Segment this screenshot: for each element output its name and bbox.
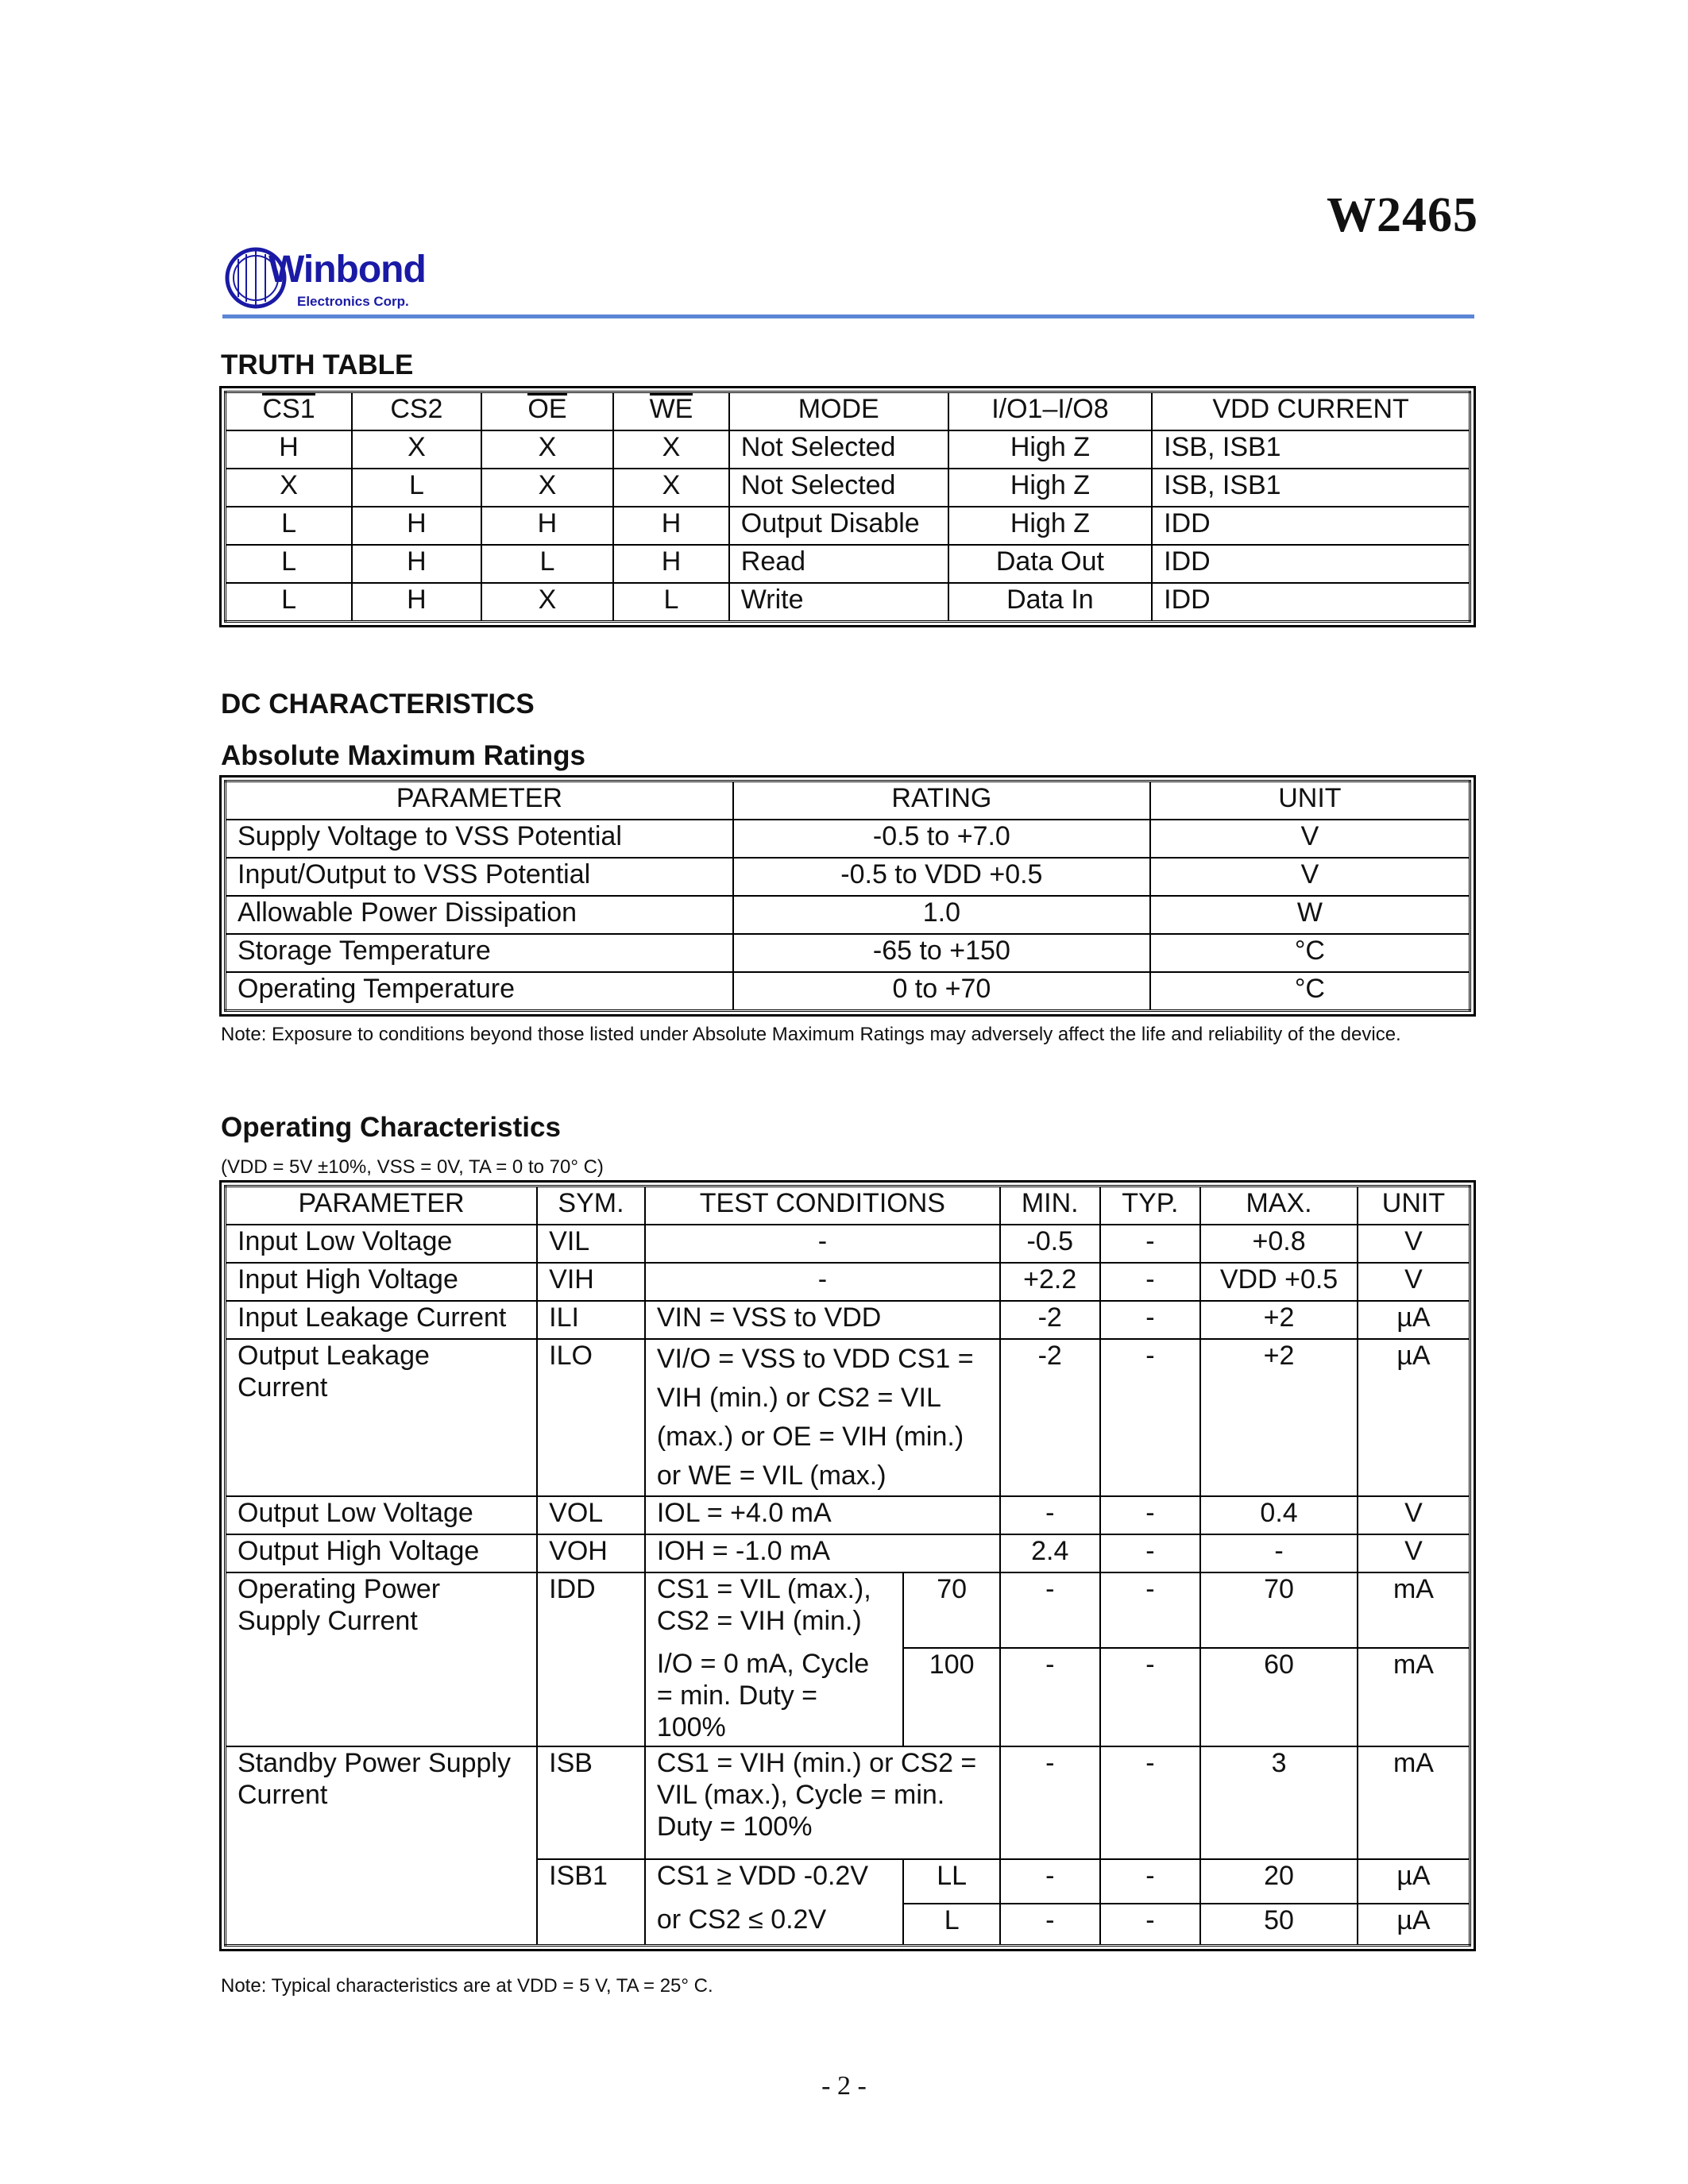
col-header: CS1 bbox=[226, 392, 353, 431]
operating-conditions: (VDD = 5V ±10%, VSS = 0V, TA = 0 to 70° C) bbox=[221, 1156, 604, 1178]
table-row: Input High Voltage VIH - +2.2 - VDD +0.5 V bbox=[226, 1263, 1470, 1301]
table-row: Output Low Voltage VOL IOL = +4.0 mA - - 0.4 V bbox=[226, 1496, 1470, 1534]
col-header: CS2 bbox=[352, 392, 481, 431]
operating-table bbox=[224, 1185, 1471, 1947]
truth-table-header bbox=[226, 392, 1470, 431]
table-row: Input Leakage Current ILI VIN = VSS to VDD -2 - +2 µA bbox=[226, 1301, 1470, 1339]
table-row: Operating Power Supply Current IDD CS1 = VIL (max.), CS2 = VIH (min.) 70 - - 70 mA bbox=[226, 1572, 1470, 1648]
table-row: Standby Power Supply Current ISB CS1 = VIH (min.) or CS2 = VIL (max.), Cycle = min. Duty = 100% - - 3 mA bbox=[226, 1746, 1470, 1859]
winbond-logo bbox=[224, 246, 462, 314]
logo-subtitle: Electronics Corp. bbox=[297, 294, 409, 309]
table-row: I/O = 0 mA, Cycle = min. Duty = 100% 100 - - 60 mA bbox=[226, 1648, 1470, 1746]
col-header: I/O1–I/O8 bbox=[948, 392, 1153, 431]
abs-max-title: Absolute Maximum Ratings bbox=[221, 740, 585, 771]
table-row: ISB1 CS1 ≥ VDD -0.2V LL - - 20 µA bbox=[226, 1859, 1470, 1904]
dc-title: DC CHARACTERISTICS bbox=[221, 689, 535, 720]
table-row: Supply Voltage to VSS Potential -0.5 to +7.0 V bbox=[226, 820, 1470, 858]
abs-max-header: PARAMETER RATING UNIT bbox=[226, 781, 1470, 820]
abs-max-note: Note: Exposure to conditions beyond those listed under Absolute Maximum Ratings may adversely affect the life and reliability of the device. bbox=[221, 1024, 1401, 1045]
page-number: - 2 - bbox=[821, 2071, 867, 2101]
table-row: L H L H Read Data Out IDD bbox=[226, 545, 1470, 583]
header-rule bbox=[222, 314, 1474, 318]
table-row: Allowable Power Dissipation 1.0 W bbox=[226, 896, 1470, 934]
truth-table-title: TRUTH TABLE bbox=[221, 349, 414, 380]
table-row: Input Low Voltage VIL - -0.5 - +0.8 V bbox=[226, 1225, 1470, 1263]
typical-note: Note: Typical characteristics are at VDD = 5 V, TA = 25° C. bbox=[221, 1975, 713, 1997]
logo-wordmark: Winbond bbox=[268, 249, 426, 291]
table-row: L H X L Write Data In IDD bbox=[226, 583, 1470, 622]
table-row: H X X X Not Selected High Z ISB, ISB1 bbox=[226, 430, 1470, 469]
table-row: L H H H Output Disable High Z IDD bbox=[226, 507, 1470, 545]
truth-table bbox=[224, 391, 1471, 623]
table-row: or CS2 ≤ 0.2V L - - 50 µA bbox=[226, 1904, 1470, 1945]
table-row: Output Leakage Current ILO VI/O = VSS to VDD CS1 = VIH (min.) or CS2 = VIL (max.) or OE = VIH (min.) or WE = VIL (max.) -2 - +2 µA bbox=[226, 1339, 1470, 1496]
abs-max-table bbox=[224, 780, 1471, 1012]
col-header: MODE bbox=[729, 392, 948, 431]
table-row: X L X X Not Selected High Z ISB, ISB1 bbox=[226, 469, 1470, 507]
table-row: Storage Temperature -65 to +150 °C bbox=[226, 934, 1470, 972]
table-row: Operating Temperature 0 to +70 °C bbox=[226, 972, 1470, 1011]
col-header: VDD CURRENT bbox=[1152, 392, 1470, 431]
col-header: OE bbox=[481, 392, 613, 431]
col-header: WE bbox=[613, 392, 729, 431]
operating-header: PARAMETER SYM. TEST CONDITIONS MIN. TYP. MAX. UNIT bbox=[226, 1187, 1470, 1225]
table-row: Output High Voltage VOH IOH = -1.0 mA 2.4 - - V bbox=[226, 1534, 1470, 1572]
part-number: W2465 bbox=[1327, 188, 1478, 242]
operating-title: Operating Characteristics bbox=[221, 1112, 561, 1143]
table-row: Input/Output to VSS Potential -0.5 to VDD +0.5 V bbox=[226, 858, 1470, 896]
